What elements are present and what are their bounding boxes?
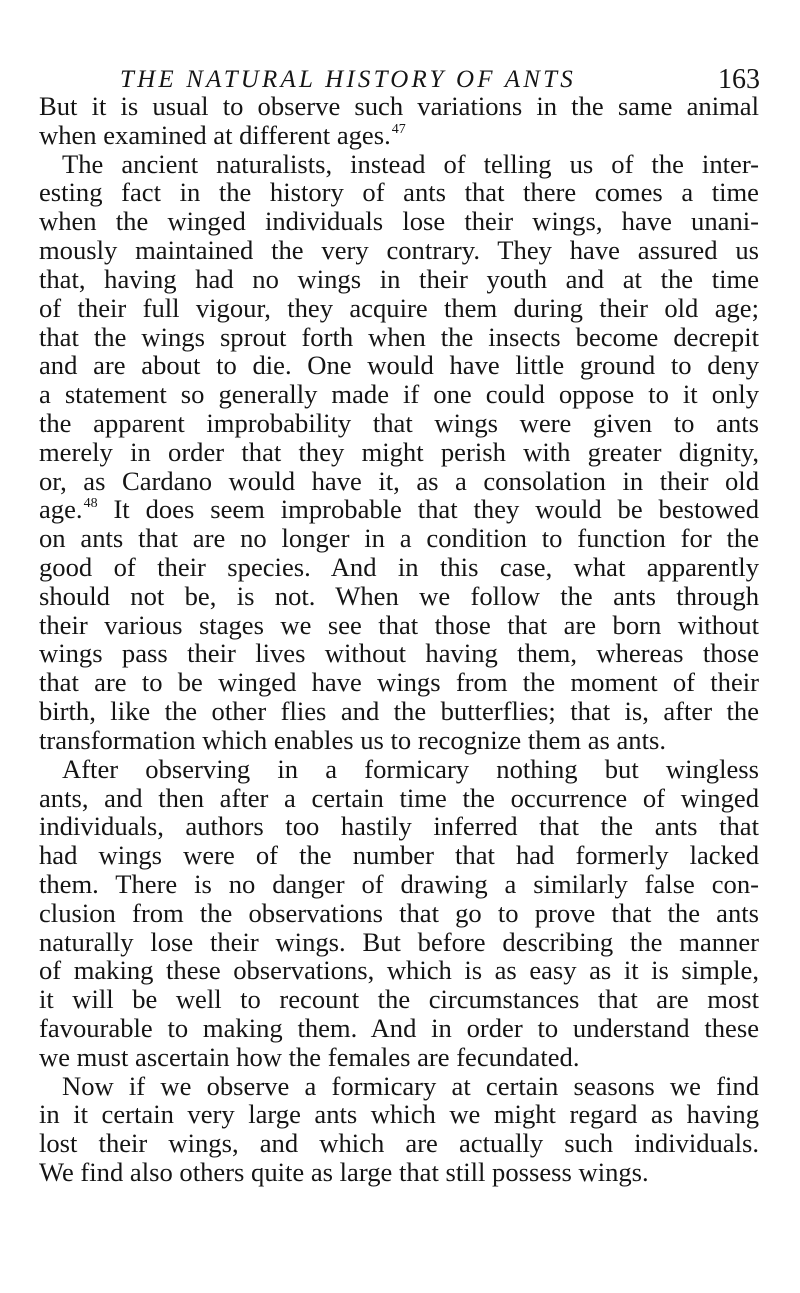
text-line bbox=[39, 409, 759, 438]
line-text: The ancient naturalists, instead of telling us of the inter- bbox=[62, 148, 759, 179]
line-text: of their full vigour, they acquire them during their old age; bbox=[39, 292, 759, 323]
line-text: the apparent improbability that wings were given to ants bbox=[39, 407, 759, 438]
text-line bbox=[39, 985, 759, 1014]
line-text-continued: It does seem improbable that they would be bestowed bbox=[97, 494, 759, 525]
line-text: clusion from the observations that go to prove that the ants bbox=[39, 897, 759, 928]
text-line bbox=[39, 870, 759, 899]
text-line bbox=[39, 611, 759, 640]
text-line bbox=[39, 150, 759, 179]
line-text: it will be well to recount the circumstances that are most bbox=[39, 984, 759, 1015]
line-text: a statement so generally made if one could oppose to it only bbox=[39, 379, 759, 410]
line-text: transformation which enables us to recognize them as ants. bbox=[39, 724, 666, 755]
text-line bbox=[39, 92, 759, 121]
text-line bbox=[39, 207, 759, 236]
line-text: age. bbox=[39, 494, 83, 525]
text-line bbox=[39, 438, 759, 467]
text-line bbox=[39, 928, 759, 957]
text-line bbox=[39, 1129, 759, 1158]
text-line bbox=[39, 755, 759, 784]
line-text: or, as Cardano would have it, as a consolation in their old bbox=[39, 465, 759, 496]
line-text: We find also others quite as large that still possess wings. bbox=[39, 1157, 649, 1188]
text-line bbox=[39, 1158, 759, 1187]
line-text: of making these observations, which is as easy as it is simple, bbox=[39, 955, 759, 986]
line-text: in it certain very large ants which we might regard as having bbox=[39, 1099, 759, 1130]
text-line bbox=[39, 265, 759, 294]
text-line bbox=[39, 1100, 759, 1129]
text-line bbox=[39, 1043, 759, 1072]
text-line bbox=[39, 668, 759, 697]
text-line bbox=[39, 467, 759, 496]
text-line bbox=[39, 495, 759, 524]
line-text: After observing in a formicary nothing but wingless bbox=[62, 753, 759, 784]
line-text: favourable to making them. And in order to understand these bbox=[39, 1013, 759, 1043]
text-line bbox=[39, 899, 759, 928]
line-text: wings pass their lives without having them, whereas those bbox=[39, 638, 759, 669]
text-line bbox=[39, 524, 759, 553]
running-title: THE NATURAL HISTORY OF ANTS bbox=[120, 66, 576, 93]
line-text: on ants that are no longer in a condition to function for the bbox=[39, 523, 759, 554]
line-text: when examined at different ages. bbox=[39, 119, 391, 150]
line-text: should not be, is not. When we follow the ants through bbox=[39, 580, 759, 611]
line-text: merely in order that they might perish with greater dignity, bbox=[39, 436, 759, 467]
text-line bbox=[39, 1014, 759, 1043]
text-line bbox=[39, 956, 759, 985]
line-text: them. There is no danger of drawing a similarly false con- bbox=[39, 868, 759, 899]
line-text: naturally lose their wings. But before describing the manner bbox=[39, 926, 759, 957]
line-text: mously maintained the very contrary. They have assured us bbox=[39, 235, 759, 266]
text-line bbox=[39, 553, 759, 582]
text-line bbox=[39, 726, 759, 755]
line-text: ants, and then after a certain time the occurrence of winged bbox=[39, 782, 759, 813]
page-number: 163 bbox=[718, 64, 760, 95]
line-text: their various stages we see that those that are born without bbox=[39, 609, 759, 640]
line-text: good of their species. And in this case, what apparently bbox=[39, 552, 759, 582]
body-text bbox=[39, 92, 759, 1187]
text-line bbox=[39, 351, 759, 380]
text-line bbox=[39, 697, 759, 726]
line-text: that, having had no wings in their youth and at the time bbox=[39, 263, 759, 294]
line-text: birth, like the other flies and the butterflies; that is, after the bbox=[39, 696, 759, 727]
text-line bbox=[39, 178, 759, 207]
text-line bbox=[39, 121, 759, 150]
line-text: lost their wings, and which are actually such individuals. bbox=[39, 1128, 759, 1159]
text-line bbox=[39, 784, 759, 813]
text-line bbox=[39, 639, 759, 668]
line-text: and are about to die. One would have little ground to deny bbox=[39, 350, 759, 381]
footnote-reference: 48 bbox=[83, 496, 98, 512]
text-line bbox=[39, 294, 759, 323]
line-text: individuals, authors too hastily inferred that the ants that bbox=[39, 811, 759, 842]
text-line bbox=[39, 1072, 759, 1101]
line-text: that the wings sprout forth when the insects become decrepit bbox=[39, 321, 759, 352]
line-text: we must ascertain how the females are fecundated. bbox=[39, 1041, 580, 1072]
line-text: Now if we observe a formicary at certain seasons we find bbox=[62, 1070, 759, 1101]
text-line bbox=[39, 236, 759, 265]
footnote-reference: 47 bbox=[391, 121, 406, 137]
line-text: when the winged individuals lose their wings, have unani- bbox=[39, 206, 759, 237]
line-text: But it is usual to observe such variations in the same animal bbox=[39, 91, 759, 121]
text-line bbox=[39, 380, 759, 409]
line-text: that are to be winged have wings from the moment of their bbox=[39, 667, 759, 698]
text-line bbox=[39, 812, 759, 841]
text-line bbox=[39, 582, 759, 611]
line-text: had wings were of the number that had formerly lacked bbox=[39, 840, 759, 871]
text-line bbox=[39, 323, 759, 352]
text-line bbox=[39, 841, 759, 870]
line-text: esting fact in the history of ants that there comes a time bbox=[39, 177, 759, 208]
